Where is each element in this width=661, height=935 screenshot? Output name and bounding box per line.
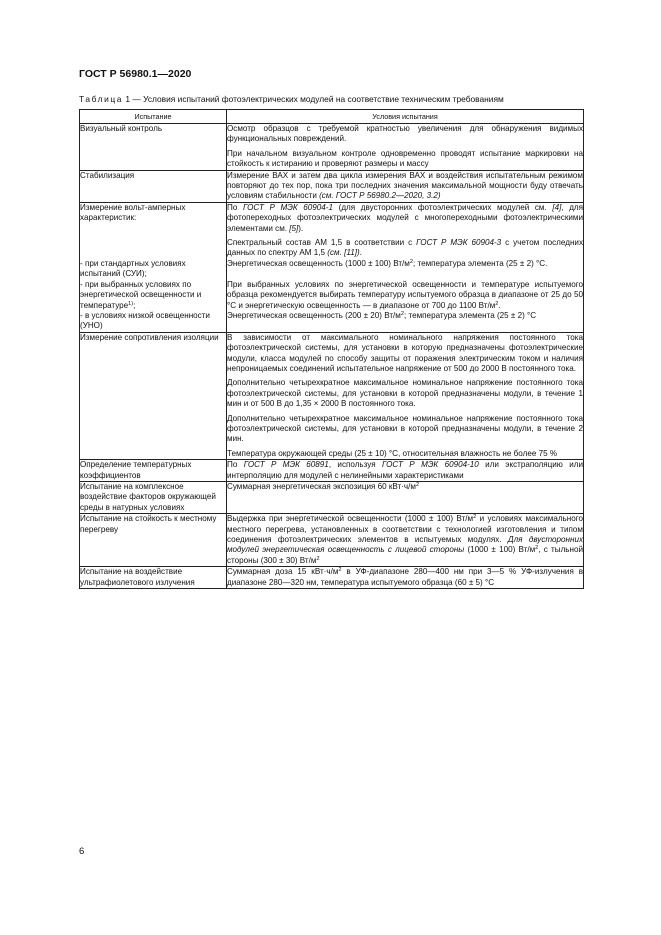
- text: Измерение ВАХ и затем два цикла измерения ВАХ и воздействия испытательным режимом повторяют до тех пор, пока три последних значения максимальной мощности буду отвечать условиям стабильности: [227, 170, 583, 201]
- bibliography-reference: [4]: [552, 202, 562, 212]
- sub-test-conditions: [227, 311, 584, 332]
- italic-note: Для двусторонних модулей энергетическая освещенность с лицевой стороны: [227, 535, 583, 555]
- standard-reference: ГОСТ Р МЭК 60904-3: [416, 238, 502, 248]
- test-conditions: [227, 124, 584, 171]
- text: , для фотопереходных фотоэлектрических модулей с многопереходными фотоэлектрическими элементами см.: [227, 202, 584, 233]
- sub-test-conditions: [227, 280, 584, 311]
- superscript: 2: [409, 258, 413, 265]
- sub-test-conditions: [227, 259, 584, 280]
- bibliography-reference: (см. [11]): [327, 248, 360, 258]
- caption-title: — Условия испытаний фотоэлектрических модулей на соответствие техническим требованиям: [132, 94, 504, 104]
- test-conditions: [227, 202, 584, 259]
- test-name: Измерение сопротивления изоляции: [80, 332, 227, 459]
- text: Спектральный состав АМ 1,5 в соответствии с: [227, 238, 413, 248]
- superscript: 2: [338, 567, 342, 574]
- text: .: [498, 300, 501, 310]
- text: .: [359, 248, 362, 258]
- text: (для двусторонних фотоэлектрических модулей см.: [338, 202, 547, 212]
- paragraph: [227, 311, 583, 321]
- standard-reference: (см. ГОСТ Р 56980.2—2020, 3.2): [319, 191, 441, 201]
- text: , с тыльной стороны (300 ± 30) Вт/м: [227, 545, 584, 565]
- sub-test-name: - в условиях низкой освещенности (УНО): [80, 311, 227, 332]
- test-name: Испытание на стойкость к местному перегреву: [80, 514, 227, 567]
- text: По: [227, 460, 238, 470]
- test-conditions: [227, 460, 584, 482]
- caption-label: Таблица: [79, 94, 124, 104]
- sub-test-name: [80, 280, 227, 311]
- superscript: 2: [535, 545, 539, 552]
- text: При выбранных условиях по энергетической освещенности и температуре испытуемого образца рекомендуется выбирать температуру испытуемого образца в диапазоне от 25 до 50 °С и энергетическую освещенность — в диапазоне от 700 до 1100 Вт/м: [227, 279, 583, 310]
- text: ; температура элемента (25 ± 2) °С: [404, 310, 537, 320]
- table-row: [80, 124, 584, 171]
- table-row: [80, 567, 584, 589]
- text: Выдержка при энергетической освещенности (1000 ± 100) Вт/м: [227, 514, 474, 524]
- table-header-row: [80, 110, 584, 124]
- paragraph: В зависимости от максимального номинального напряжения постоянного тока фотоэлектрической системы, для установки в которую предназначены фотоэлектрические модули, класса модулей по способу защиты от поражения электрическим током и наличия непроницаемых соединений испытательное напряжение от 500 до 2000 В постоянного тока.: [227, 332, 583, 373]
- test-conditions: [227, 170, 584, 202]
- superscript: 2: [400, 310, 404, 317]
- text: (1000 ± 100) Вт/м: [467, 545, 536, 555]
- table-caption: [79, 94, 504, 104]
- text: с учетом последних данных по спектру АМ 1,5: [227, 238, 583, 258]
- paragraph: Дополнительно четырехкратное максимальное номинальное напряжение постоянного тока фотоэлектрической системы, для установки в которой предназначены модули, в течение 1 мин и от 500 В до 1,35 × 2000 В постоянного тока.: [227, 378, 583, 409]
- test-name: Визуальный контроль: [80, 124, 227, 171]
- paragraph: При начальном визуальном контроле одновременно проводят испытание маркировки на стойкость к истиранию и проверяют размеры и массу: [227, 148, 583, 169]
- test-conditions: [227, 514, 584, 567]
- text: Энергетическая освещенность (1000 ± 100) Вт/м: [227, 258, 410, 268]
- table-row: [80, 280, 584, 311]
- paragraph: [227, 460, 583, 481]
- test-conditions: [227, 567, 584, 589]
- paragraph: [227, 259, 583, 269]
- table-row: [80, 311, 584, 332]
- text: и условиях максимального местного перегрева, установленных в соответствии с технологией изготовления и типом соединения фотоэлектрических элементов в испытуемых модулях.: [227, 514, 584, 545]
- text: в УФ-диапазоне 280—400 нм при 3—5 % УФ-излучения в диапазоне 280—320 нм, температура испытуемого образца (60 ± 5) °С: [227, 567, 584, 587]
- superscript: 2: [495, 300, 499, 307]
- table-row: [80, 170, 584, 202]
- caption-number: 1: [125, 94, 131, 104]
- text: или экстраполяцию или интерполяцию для модулей с нелинейными характеристиками: [227, 460, 584, 480]
- superscript: 2: [316, 555, 320, 562]
- table-row: [80, 482, 584, 514]
- header-conditions: Условия испытания: [227, 110, 584, 124]
- paragraph: Осмотр образцов с требуемой кратностью увеличения для обнаружения видимых функциональных повреждений.: [227, 124, 583, 144]
- text: , используя: [328, 460, 376, 470]
- table-row: [80, 202, 584, 259]
- test-conditions: [227, 332, 584, 459]
- superscript: 2: [415, 482, 420, 488]
- table-row: [80, 332, 584, 459]
- test-conditions-table: [79, 109, 584, 589]
- paragraph: [227, 514, 583, 566]
- table-row: [80, 514, 584, 567]
- text: Энергетическая освещенность (200 ± 20) Вт/м: [227, 310, 401, 320]
- page-number: 6: [79, 846, 85, 857]
- test-name: Испытание на воздействие ультрафиолетового излучения: [80, 567, 227, 589]
- paragraph: Температура окружающей среды (25 ± 10) °С, относительная влажность не более 75 %: [227, 448, 558, 458]
- text: ).: [298, 223, 304, 233]
- standard-reference: ГОСТ Р МЭК 60904-10: [381, 460, 479, 470]
- bibliography-reference: [5]: [289, 223, 299, 233]
- paragraph: [227, 238, 583, 259]
- paragraph: [227, 280, 583, 311]
- superscript: 2: [473, 514, 477, 521]
- test-name: Определение температурных коэффициентов: [80, 460, 227, 482]
- table-row: [80, 259, 584, 280]
- test-name: Испытание на комплексное воздействие факторов окружающей среды в натурных условиях: [80, 482, 227, 514]
- text: Суммарная энергетическая экспозиция 60 кВт·ч/м: [227, 482, 416, 491]
- text: Суммарная доза 15 кВт·ч/м: [227, 567, 339, 577]
- text: ;: [133, 300, 136, 310]
- paragraph: [227, 567, 583, 588]
- test-name: Измерение вольт-амперных характеристик:: [80, 202, 227, 259]
- paragraph: [227, 482, 583, 492]
- standard-reference: ГОСТ Р МЭК 60891: [243, 460, 329, 470]
- table-row: [80, 460, 584, 482]
- paragraph: [227, 203, 583, 234]
- standard-reference: ГОСТ Р МЭК 60904-1: [242, 202, 333, 212]
- test-conditions: [227, 482, 584, 514]
- text: По: [227, 202, 238, 212]
- document-code: ГОСТ Р 56980.1—2020: [79, 68, 192, 80]
- sub-test-name: - при стандартных условиях испытаний (СУИ);: [80, 259, 227, 280]
- paragraph: Дополнительно четырехкратное максимальное номинальное напряжение постоянного тока фотоэлектрической системы, для установки в которой предназначены модули, в течение 2 мин.: [227, 413, 583, 444]
- text: - при выбранных условиях по энергетической освещенности и температуре: [80, 279, 202, 310]
- paragraph: [227, 171, 583, 202]
- header-test: Испытание: [80, 110, 227, 124]
- footnote-mark: 1): [128, 300, 134, 307]
- test-name: Стабилизация: [80, 170, 227, 202]
- text: ; температура элемента (25 ± 2) °С.: [413, 258, 548, 268]
